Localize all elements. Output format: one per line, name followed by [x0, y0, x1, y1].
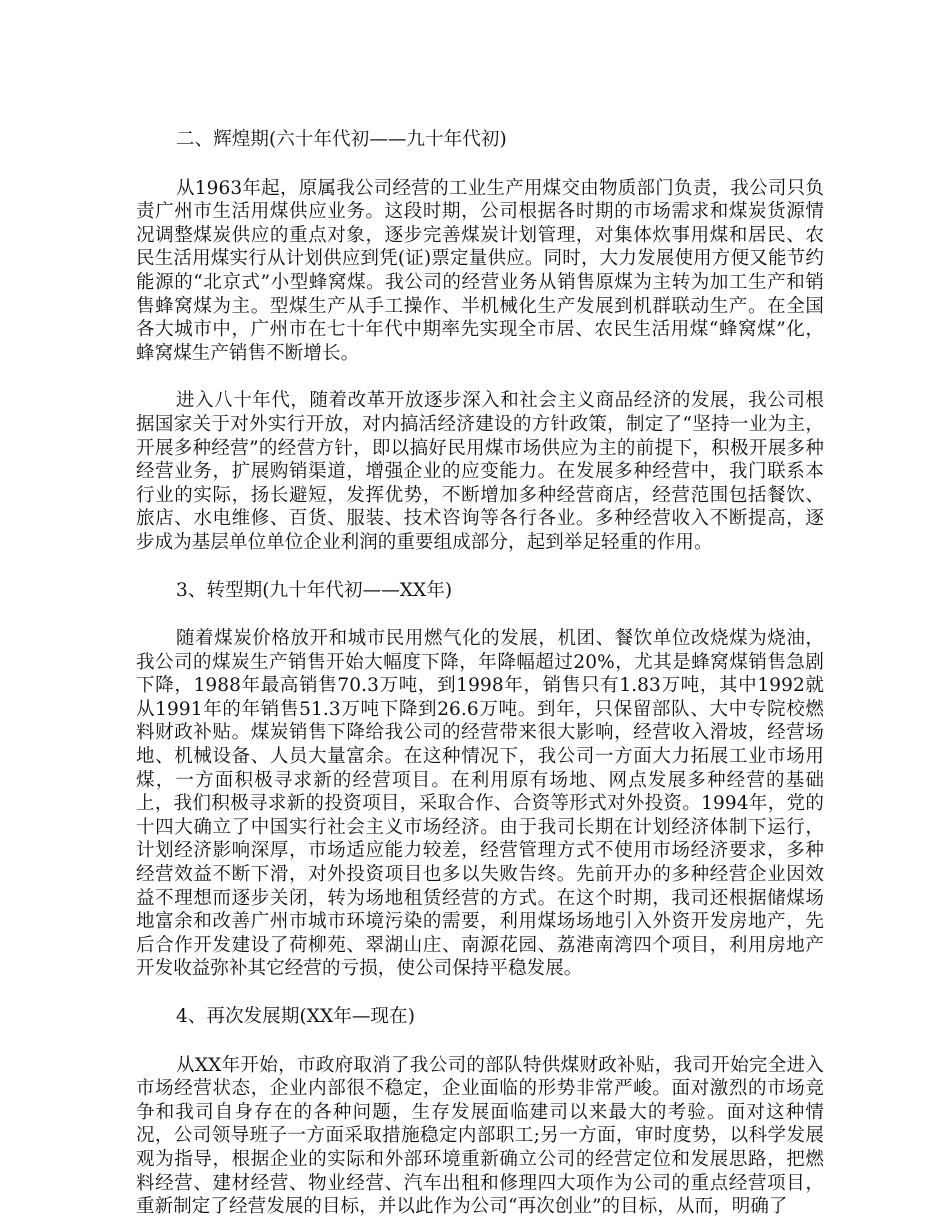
section-heading-brilliant-period: 二、辉煌期(六十年代初——九十年代初) — [176, 129, 507, 150]
section-heading-redevelopment-period: 4、再次发展期(XX年—现在) — [176, 1006, 416, 1027]
paragraph-eighties-diversification: 进入八十年代，随着改革开放逐步深入和社会主义商品经济的发展，我公司根据国家关于对外实行开放，对内搞活经济建设的方针政策，制定了“坚持一业为主，开展多种经营”的经营方针，即以搞好民用煤市场供应为主的前提下，积极开展多种经营业务，扩展购销渠道，增强企业的应变能力。在发展多种经营中，我门联系本行业的实际，扬长避短，发挥优势，不断增加多种经营商店，经营范围包括餐饮、旅店、水电维修、百货、服装、技术咨询等各行各业。多种经营收入不断提高，逐步成为基层单位单位企业利润的重要组成部分，起到举足轻重的作用。 — [136, 390, 824, 553]
paragraph-1963-coal-supply: 从1963年起，原属我公司经营的工业生产用煤交由物质部门负责，我公司只负责广州市生活用煤供应业务。这段时期，公司根据各时期的市场需求和煤炭货源情况调整煤炭供应的重点对象，逐步完善煤炭计划管理，对集体炊事用煤和居民、农民生活用煤实行从计划供应到凭(证)票定量供应。同时，大力发展使用方便又能节约能源的“北京式”小型蜂窝煤。我公司的经营业务从销售原煤为主转为加工生产和销售蜂窝煤为主。型煤生产从手工操作、半机械化生产发展到机群联动生产。在全国各大城市中，广州市在七十年代中期率先实现全市居、农民生活用煤“蜂窝煤”化，蜂窝煤生产销售不断增长。 — [136, 177, 824, 364]
section-heading-transition-period: 3、转型期(九十年代初——XX年) — [176, 579, 453, 601]
paragraph-coal-sales-decline: 随着煤炭价格放开和城市民用燃气化的发展，机团、餐饮单位改烧煤为烧油，我公司的煤炭生产销售开始大幅度下降，年降幅超过20%，尤其是蜂窝煤销售急剧下降，1988年最高销售70.3万吨，到1998年，销售只有1.83万吨，其中1992就从1991年的年销售51.3万吨下降到26.6万吨。到年，只保留部队、大中专院校燃料财政补贴。煤炭销售下降给我公司的经营带来很大影响，经营收入滑坡，经营场地、机械设备、人员大量富余。在这种情况下，我公司一方面大力拓展工业市场用煤，一方面积极寻求新的经营项目。在利用原有场地、网点发展多种经营的基础上，我们积极寻求新的投资项目，采取合作、合资等形式对外投资。1994年，党的十四大确立了中国实行社会主义市场经济。由于我司长期在计划经济体制下运行，计划经济影响深厚，市场适应能力较差，经营管理方式不使用市场经济要求，多种经营效益不断下滑，对外投资项目也多以失败告终。先前开办的多种经营企业因效益不理想而逐步关闭，转为场地租赁经营的方式。在这个时期，我司还根据储煤场地富余和改善广州市城市环境污染的需要，利用煤场场地引入外资开发房地产，先后合作开发建设了荷柳苑、翠湖山庄、南源花园、荔港南湾四个项目，利用房地产开发收益弥补其它经营的亏损，使公司保持平稳发展。 — [136, 628, 824, 980]
document-page — [136, 128, 824, 1219]
paragraph-market-entry: 从XX年开始，市政府取消了我公司的部队特供煤财政补贴，我司开始完全进入市场经营状态，企业内部很不稳定，企业面临的形势非常严峻。面对激烈的市场竞争和我司自身存在的各种问题，生存发展面临建司以来最大的考验。面对这种情况，公司领导班子一方面采取措施稳定内部职工;另一方面，审时度势，以科学发展观为指导，根据企业的实际和外部环境重新确立公司的经营定位和发展思路，把燃料经营、建材经营、物业经营、汽车出租和修理四大项作为公司的重点经营项目，重新制定了经营发展的目标，并以此作为公司“再次创业”的目标，从而，明确了 — [136, 1054, 824, 1218]
